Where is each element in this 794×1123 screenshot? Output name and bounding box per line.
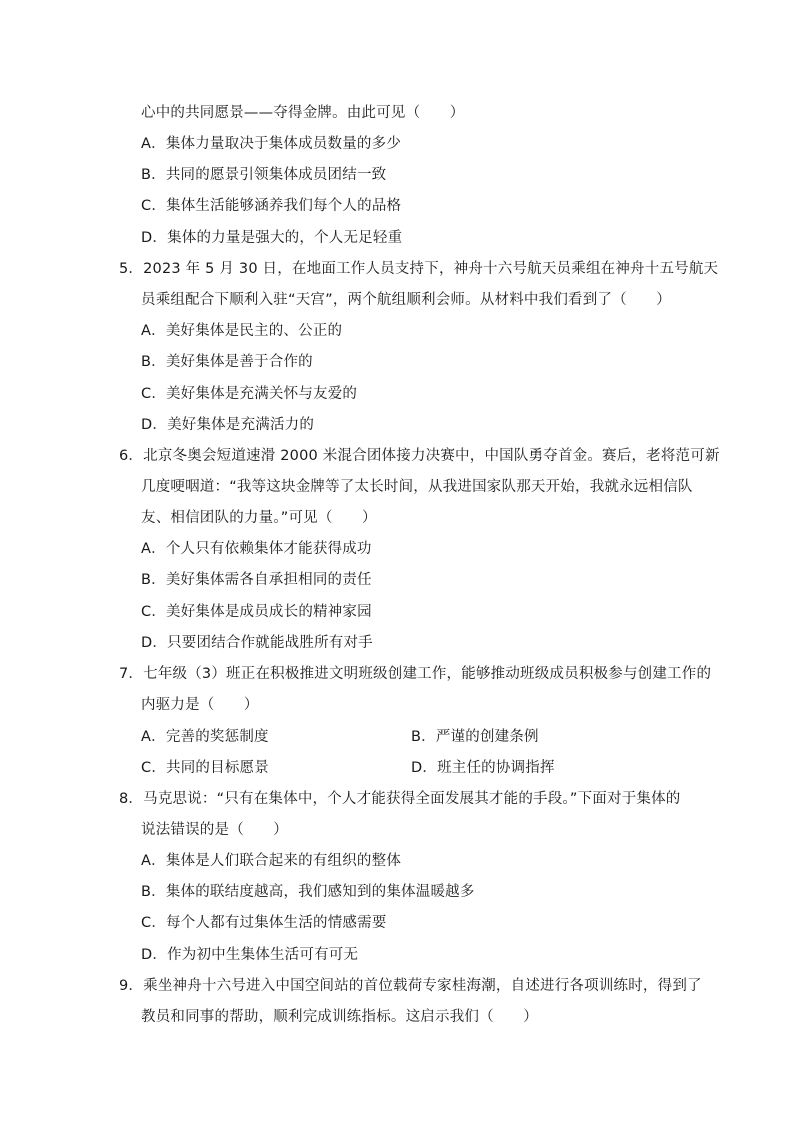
question-9-stem-line-1: 9．乘坐神舟十六号进入中国空间站的首位载荷专家桂海潮，自述进行各项训练时，得到了	[119, 978, 702, 994]
question-4-stem-tail: 心中的共同愿景——夺得金牌。由此可见（ ）	[141, 105, 465, 121]
question-8-option-b: B．集体的联结度越高，我们感知到的集体温暖越多	[141, 884, 475, 900]
question-8-option-c: C．每个人都有过集体生活的情感需要	[141, 915, 387, 931]
question-7-option-c: C．共同的目标愿景	[141, 760, 269, 776]
question-4-option-c: C．集体生活能够涵养我们每个人的品格	[141, 198, 402, 214]
question-9-stem-line-2: 教员和同事的帮助，顺利完成训练指标。这启示我们（ ）	[141, 1009, 538, 1025]
question-5-stem-line-2: 员乘组配合下顺利入驻“天宫”，两个航组顺利会师。从材料中我们看到了（ ）	[141, 292, 671, 308]
question-4-option-d: D．集体的力量是强大的，个人无足轻重	[141, 230, 403, 246]
question-7-stem-line-1: 7．七年级（3）班正在积极推进文明班级创建工作，能够推动班级成员积极参与创建工作的	[119, 666, 712, 682]
question-6-option-a: A．个人只有依赖集体才能获得成功	[141, 541, 372, 557]
question-5-option-b: B．美好集体是善于合作的	[141, 354, 313, 370]
question-6-stem-line-3: 友、相信团队的力量。”可见（ ）	[141, 510, 377, 526]
question-8-stem-line-1: 8．马克思说：“只有在集体中，个人才能获得全面发展其才能的手段。”下面对于集体的	[119, 791, 681, 807]
question-6-option-d: D．只要团结合作就能战胜所有对手	[141, 635, 373, 651]
question-6-option-b: B．美好集体需各自承担相同的责任	[141, 572, 372, 588]
question-5-option-c: C．美好集体是充满关怀与友爱的	[141, 386, 358, 402]
question-6-option-c: C．美好集体是成员成长的精神家园	[141, 604, 372, 620]
question-7-option-a: A．完善的奖惩制度	[141, 729, 269, 745]
question-8-stem-line-2: 说法错误的是（ ）	[141, 822, 288, 838]
question-6-stem-line-1: 6．北京冬奥会短道速滑 2000 米混合团体接力决赛中，中国队勇夺首金。赛后，老将范可新	[119, 448, 720, 464]
question-6-stem-line-2: 几度哽咽道：“我等这块金牌等了太长时间，从我进国家队那天开始，我就永远相信队	[141, 479, 693, 495]
question-8-option-a: A．集体是人们联合起来的有组织的整体	[141, 853, 402, 869]
question-5-option-a: A．美好集体是民主的、公正的	[141, 323, 343, 339]
question-7-option-d: D．班主任的协调指挥	[411, 760, 555, 776]
question-5-option-d: D．美好集体是充满活力的	[141, 417, 315, 433]
question-7-stem-line-2: 内驱力是（ ）	[141, 697, 259, 713]
question-7-option-b: B．严谨的创建条例	[411, 729, 539, 745]
question-4-option-a: A．集体力量取决于集体成员数量的多少	[141, 136, 402, 152]
question-8-option-d: D．作为初中生集体生活可有可无	[141, 947, 359, 963]
question-4-option-b: B．共同的愿景引领集体成员团结一致	[141, 167, 387, 183]
question-5-stem-line-1: 5．2023 年 5 月 30 日，在地面工作人员支持下，神舟十六号航天员乘组在神舟十五号航天	[119, 261, 719, 277]
